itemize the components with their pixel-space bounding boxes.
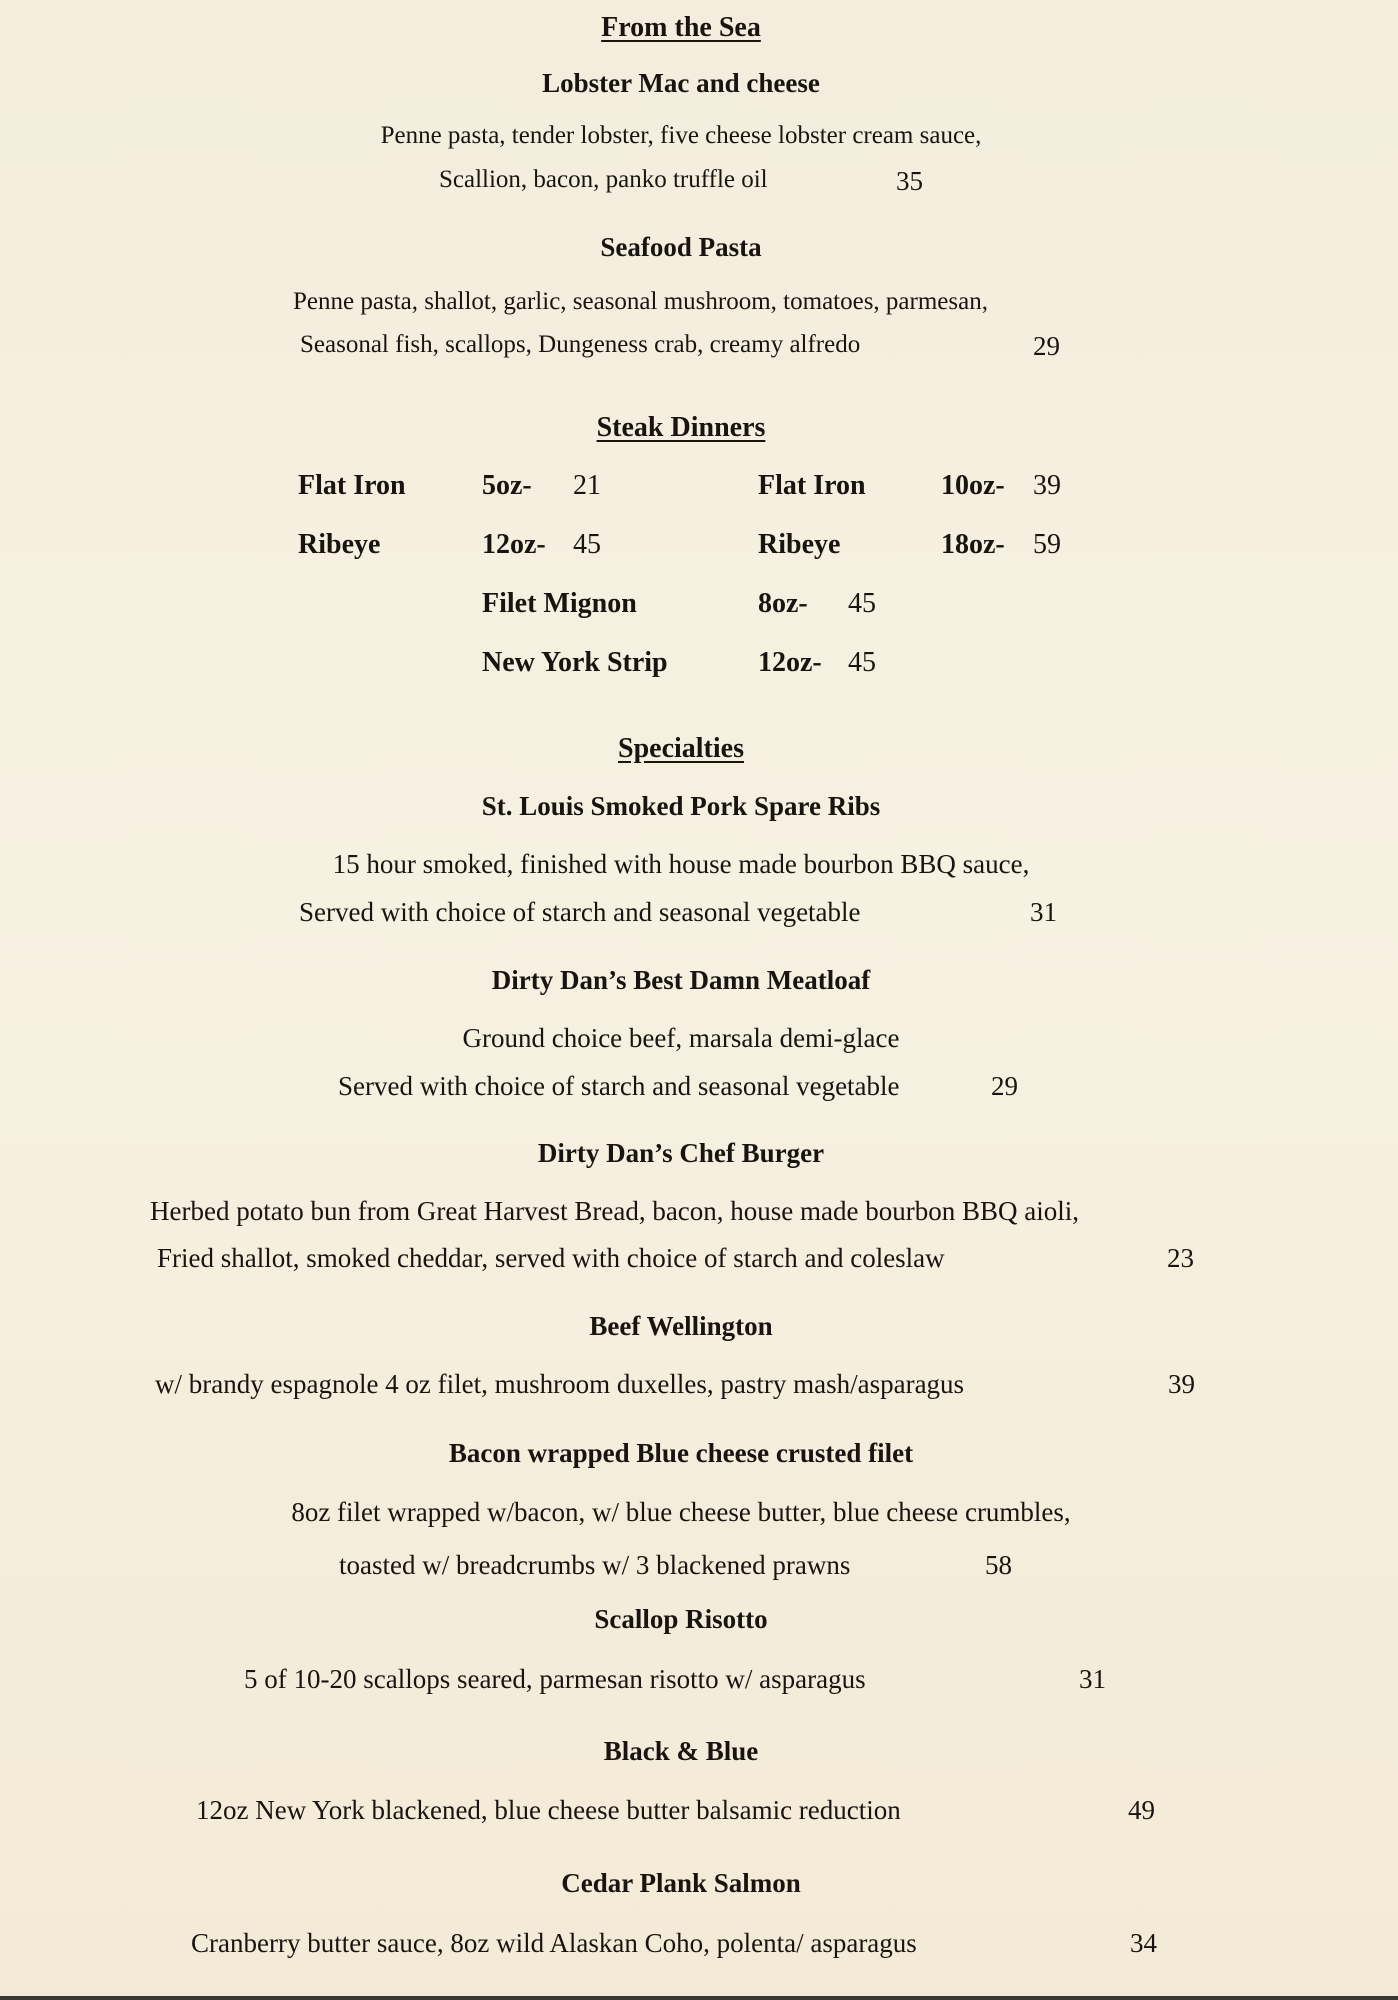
dish-description: toasted w/ breadcrumbs w/ 3 blackened prawns bbox=[339, 1550, 851, 1580]
dish-description: Herbed potato bun from Great Harvest Bread, bacon, house made bourbon BBQ aioli, bbox=[150, 1196, 1079, 1226]
dish-description: Cranberry butter sauce, 8oz wild Alaskan Coho, polenta/ asparagus bbox=[191, 1928, 917, 1958]
steak-size: 12oz- bbox=[482, 529, 546, 560]
section-heading-sea: From the Sea bbox=[601, 12, 761, 43]
steak-price: 21 bbox=[573, 470, 601, 501]
dish-name: Dirty Dan’s Chef Burger bbox=[537, 1138, 825, 1168]
dish-description: Penne pasta, shallot, garlic, seasonal mushroom, tomatoes, parmesan, bbox=[293, 288, 988, 315]
steak-size: 5oz- bbox=[482, 470, 532, 501]
steak-size: 10oz- bbox=[941, 470, 1005, 501]
section-heading-specialties: Specialties bbox=[618, 733, 744, 764]
section-heading-steak: Steak Dinners bbox=[596, 412, 766, 443]
dish-description: w/ brandy espagnole 4 oz filet, mushroom duxelles, pastry mash/asparagus bbox=[155, 1369, 965, 1399]
dish-price: 23 bbox=[1167, 1243, 1194, 1273]
dish-name: St. Louis Smoked Pork Spare Ribs bbox=[481, 791, 881, 821]
dish-name: Scallop Risotto bbox=[594, 1604, 768, 1634]
dish-name: Dirty Dan’s Best Damn Meatloaf bbox=[491, 965, 871, 995]
dish-description: Penne pasta, tender lobster, five cheese lobster cream sauce, bbox=[380, 122, 982, 149]
dish-price: 35 bbox=[896, 166, 923, 196]
steak-size: 18oz- bbox=[941, 529, 1005, 560]
dish-name: Lobster Mac and cheese bbox=[542, 68, 820, 98]
steak-name: Flat Iron bbox=[298, 470, 406, 501]
steak-name: Ribeye bbox=[758, 529, 841, 560]
dish-price: 31 bbox=[1079, 1664, 1106, 1694]
dish-price: 34 bbox=[1130, 1928, 1157, 1958]
dish-name: Cedar Plank Salmon bbox=[561, 1868, 801, 1898]
dish-description: Seasonal fish, scallops, Dungeness crab, creamy alfredo bbox=[300, 331, 861, 358]
steak-name: Flat Iron bbox=[758, 470, 866, 501]
dish-price: 31 bbox=[1030, 897, 1057, 927]
dish-description: 12oz New York blackened, blue cheese butter balsamic reduction bbox=[196, 1795, 901, 1825]
dish-description: Ground choice beef, marsala demi-glace bbox=[462, 1023, 900, 1053]
dish-price: 39 bbox=[1168, 1369, 1195, 1399]
dish-price: 49 bbox=[1128, 1795, 1155, 1825]
dish-price: 29 bbox=[1033, 331, 1060, 361]
dish-price: 58 bbox=[985, 1550, 1012, 1580]
dish-name: Bacon wrapped Blue cheese crusted filet bbox=[448, 1438, 914, 1468]
steak-name: New York Strip bbox=[482, 647, 668, 678]
dish-name: Beef Wellington bbox=[589, 1311, 773, 1341]
dish-description: 8oz filet wrapped w/bacon, w/ blue cheese butter, blue cheese crumbles, bbox=[291, 1497, 1071, 1527]
dish-price: 29 bbox=[991, 1071, 1018, 1101]
steak-price: 45 bbox=[848, 588, 876, 619]
dish-description: Scallion, bacon, panko truffle oil bbox=[439, 166, 768, 193]
table-edge bbox=[0, 1996, 1398, 2000]
dish-description: 5 of 10-20 scallops seared, parmesan risotto w/ asparagus bbox=[244, 1664, 866, 1694]
dish-description: Served with choice of starch and seasonal vegetable bbox=[338, 1071, 900, 1101]
steak-size: 12oz- bbox=[758, 647, 822, 678]
steak-price: 59 bbox=[1033, 529, 1061, 560]
steak-size: 8oz- bbox=[758, 588, 808, 619]
dish-description: Fried shallot, smoked cheddar, served with choice of starch and coleslaw bbox=[157, 1243, 945, 1273]
dish-name: Black & Blue bbox=[603, 1736, 759, 1766]
dish-description: Served with choice of starch and seasonal vegetable bbox=[299, 897, 861, 927]
steak-name: Filet Mignon bbox=[482, 588, 637, 619]
steak-price: 45 bbox=[573, 529, 601, 560]
steak-name: Ribeye bbox=[298, 529, 381, 560]
dish-description: 15 hour smoked, finished with house made bourbon BBQ sauce, bbox=[332, 849, 1030, 879]
steak-price: 45 bbox=[848, 647, 876, 678]
dish-name: Seafood Pasta bbox=[600, 232, 762, 262]
steak-price: 39 bbox=[1033, 470, 1061, 501]
